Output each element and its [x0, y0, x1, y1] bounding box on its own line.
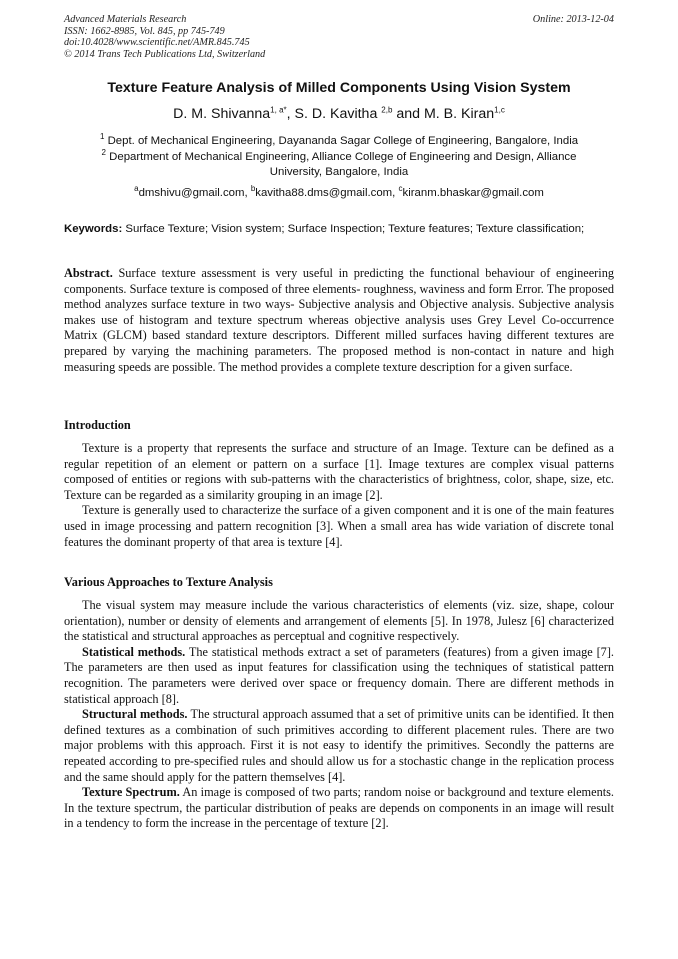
email-b-sup: b: [250, 184, 256, 194]
email-b: kavitha88.dms@gmail.com,: [255, 187, 399, 199]
keywords-label: Keywords:: [64, 223, 123, 235]
journal-name: Advanced Materials Research: [64, 14, 187, 25]
structural-text: The structural approach assumed that a set of primitive units can be identified. It then defined textures as a combination of such primitives according to different placement rules. There are two major problems with this approach. First it is not easy to identify the primitives. Secondly the patterns are repeated according to pre-specified rules and should allow us for a stochastic change in the replication process and the same should apply for the pattern themselves [4].: [64, 707, 614, 784]
spectrum-label: Texture Spectrum.: [82, 785, 180, 800]
affiliation-2-line2: University, Bangalore, India: [269, 166, 409, 178]
paragraph-spectrum: [64, 785, 614, 832]
affiliation-1-text: Dept. of Mechanical Engineering, Dayananda Sagar College of Engineering, Bangalore, India: [107, 135, 579, 147]
paragraph: Texture is generally used to characterize the surface of a given component and it is one of the main features used in image processing and pattern recognition [3]. When a small area has wide variation of discrete tonal features the dominant property of that area is texture [4].: [64, 503, 614, 549]
author-line: [40, 106, 638, 122]
abstract-text: Surface texture assessment is very useful in predicting the functional behaviour of engineering components. Surface texture is composed of three elements- roughness, waviness and form Error. The proposed method analyzes surface texture in two ways- Subjective analysis and Objective analysis. Subjective analysis makes use of histogram and texture spectrum whereas objective analysis uses Grey Level Co-occurrence Matrix (GLCM) based standard texture descriptors. Different milled surfaces having different textures are prepared by varying the machining parameters. The proposed method is non-contact in nature and high measuring speeds are possible. The method provides a complete texture description for a given surface.: [64, 266, 614, 374]
online-date: Online: 2013-12-04: [532, 14, 614, 25]
keywords-block: [64, 222, 614, 237]
email-a-sup: a: [134, 184, 139, 194]
section-heading-approaches: Various Approaches to Texture Analysis: [64, 575, 273, 589]
author-3-sup: 1,c: [494, 105, 505, 115]
keywords-text: Surface Texture; Vision system; Surface Inspection; Texture features; Texture classification;: [122, 223, 585, 235]
author-1-sup: 1, a*: [270, 105, 287, 115]
author-2: S. D. Kavitha: [294, 106, 382, 122]
affiliation-1: [64, 134, 614, 149]
paragraph-statistical: [64, 645, 614, 707]
running-header: [64, 14, 614, 60]
copyright-line: © 2014 Trans Tech Publications Ltd, Switzerland: [64, 48, 266, 60]
email-c: kiranm.bhaskar@gmail.com: [402, 187, 544, 199]
email-line: [64, 186, 614, 201]
author-separator: ,: [286, 106, 295, 122]
affiliation-2-sup: 2: [101, 148, 106, 158]
affiliation-1-sup: 1: [99, 132, 105, 142]
section-heading-introduction: Introduction: [64, 418, 131, 432]
author-separator: and: [392, 106, 424, 122]
paper-title: Texture Feature Analysis of Milled Components Using Vision System: [107, 80, 571, 96]
approaches-body: [64, 598, 614, 832]
author-3: M. B. Kiran: [423, 106, 495, 122]
email-a: dmshivu@gmail.com,: [138, 187, 251, 199]
affiliation-2-line1: Department of Mechanical Engineering, Alliance College of Engineering and Design, Alliance: [109, 151, 577, 163]
author-2-sup: 2,b: [381, 105, 393, 115]
affiliation-2: [64, 150, 614, 180]
author-1: D. M. Shivanna: [173, 106, 271, 122]
structural-label: Structural methods.: [82, 707, 188, 722]
introduction-body: [64, 441, 614, 550]
paragraph: The visual system may measure include the various characteristics of elements (viz. size, shape, colour orientation), number or density of elements and arrangement of elements [5]. In 1978, Julesz [6] characterized the statistical and structural approaches as perceptual and cognitive respectively.: [64, 598, 614, 644]
abstract-block: [64, 266, 614, 375]
doi-line: doi:10.4028/www.scientific.net/AMR.845.745: [64, 37, 250, 49]
abstract-label: Abstract.: [64, 266, 113, 280]
issn-line: ISSN: 1662-8985, Vol. 845, pp 745-749: [64, 25, 225, 37]
spectrum-text: An image is composed of two parts; random noise or background and texture elements. In the texture spectrum, the particular distribution of peaks are depends on components in an image will result in a tendency to form the increase in the percentage of texture [2].: [64, 785, 614, 831]
email-c-sup: c: [398, 184, 403, 194]
statistical-text: The statistical methods extract a set of parameters (features) from a given image [7]. The parameters are then used as input features for classification using the techniques of statistical pattern recognition. The parameters were derived over space or frequency domain. There are different methods in statistical approach [8].: [64, 644, 614, 706]
statistical-label: Statistical methods.: [82, 644, 186, 659]
paragraph-structural: [64, 707, 614, 785]
paragraph: Texture is a property that represents the surface and structure of an Image. Texture can be defined as a regular repetition of an element or pattern on a surface [1]. Image textures are complex visual patterns composed of entities or regions with sub-patterns with the characteristics of brightness, color, shape, size, etc. Texture can be regarded as a similarity grouping in an image [2].: [64, 441, 614, 502]
